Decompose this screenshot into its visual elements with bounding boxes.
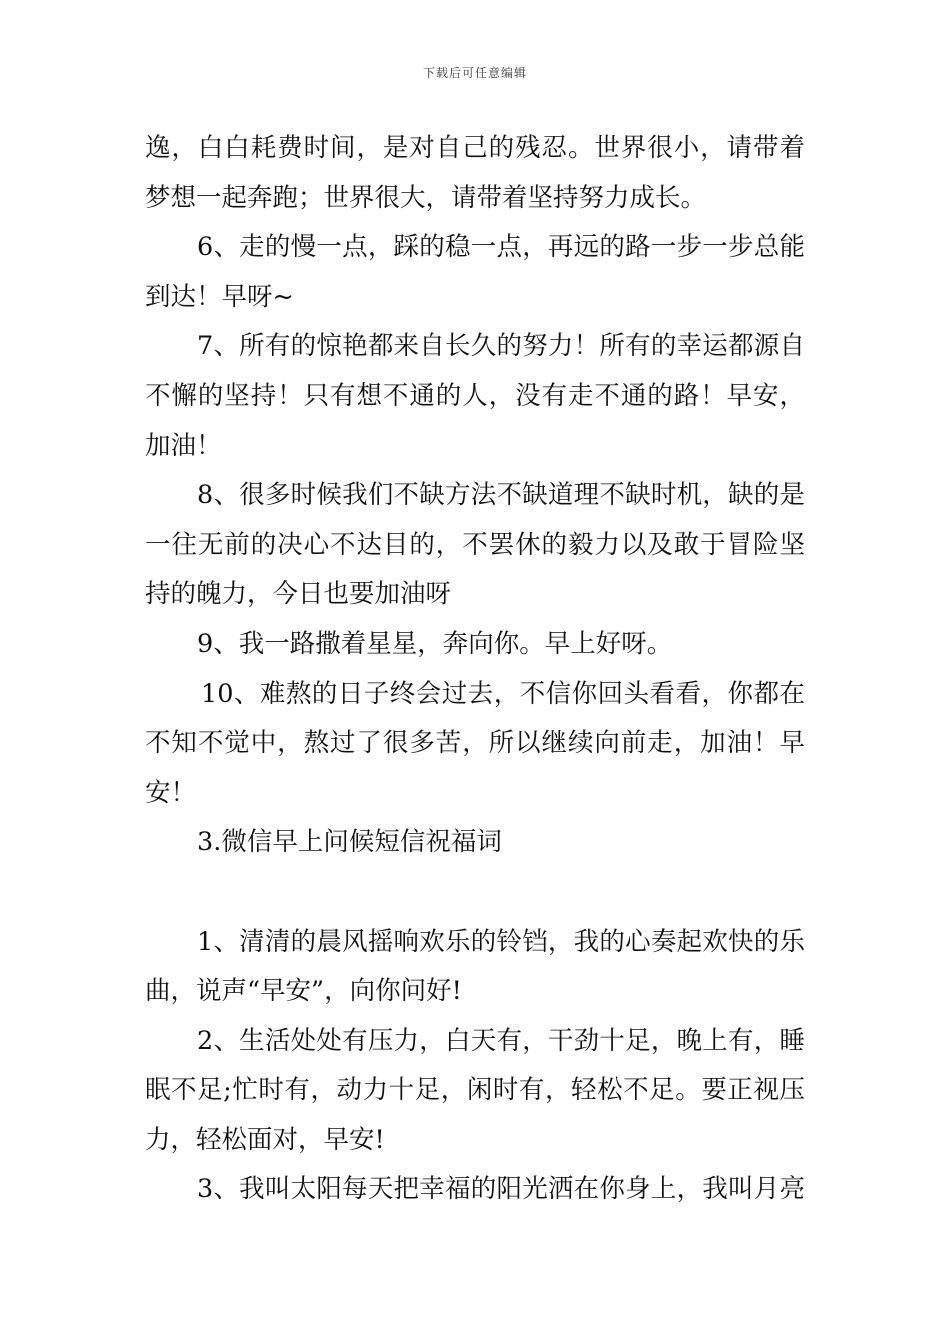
text-line: 6、走的慢一点，踩的稳一点，再远的路一步一步总能 [197, 232, 805, 263]
text-line: 9、我一路撒着星星，奔向你。早上好呀。 [197, 628, 673, 659]
text-line: 力，轻松面对，早安! [145, 1124, 385, 1155]
text-line: 7、所有的惊艳都来自长久的努力！所有的幸运都源自 [197, 331, 805, 362]
document-body [145, 124, 805, 1215]
text-line: 持的魄力，今日也要加油呀 [145, 579, 452, 610]
blank-line [145, 868, 805, 918]
text-line: 1、清清的晨风摇响欢乐的铃铛，我的心奏起欢快的乐 [197, 926, 805, 957]
text-line: 3、我叫太阳每天把幸福的阳光洒在你身上，我叫月亮 [197, 1174, 805, 1205]
text-line: 8、很多时候我们不缺方法不缺道理不缺时机，缺的是 [197, 480, 805, 511]
text-line: 逸，白白耗费时间，是对自己的残忍。世界很小，请带着 [145, 133, 805, 163]
text-line: 到达！早呀~ [145, 281, 294, 312]
page-header: 下载后可任意编辑 [422, 66, 527, 80]
text-line: 安！ [145, 777, 197, 808]
text-line: 不懈的坚持！只有想不通的人，没有走不通的路！早安， [145, 380, 805, 411]
text-line: 加油！ [145, 430, 222, 461]
text-line: 梦想一起奔跑；世界很大，请带着坚持努力成长。 [145, 182, 707, 213]
text-line: 10、难熬的日子终会过去，不信你回头看看，你都在 [201, 678, 805, 709]
text-line: 不知不觉中，熬过了很多苦，所以继续向前走，加油！早 [145, 728, 805, 759]
text-line: 曲，说声“早安”，向你问好! [145, 976, 462, 1007]
text-line: 2、生活处处有压力，白天有，干劲十足，晚上有，睡 [197, 1025, 805, 1056]
text-line: 一往无前的决心不达目的，不罢休的毅力以及敢于冒险坚 [145, 529, 805, 560]
text-line: 眠不足;忙时有，动力十足，闲时有，轻松不足。要正视压 [145, 1075, 805, 1106]
section-heading: 3.微信早上问候短信祝福词 [197, 827, 502, 858]
